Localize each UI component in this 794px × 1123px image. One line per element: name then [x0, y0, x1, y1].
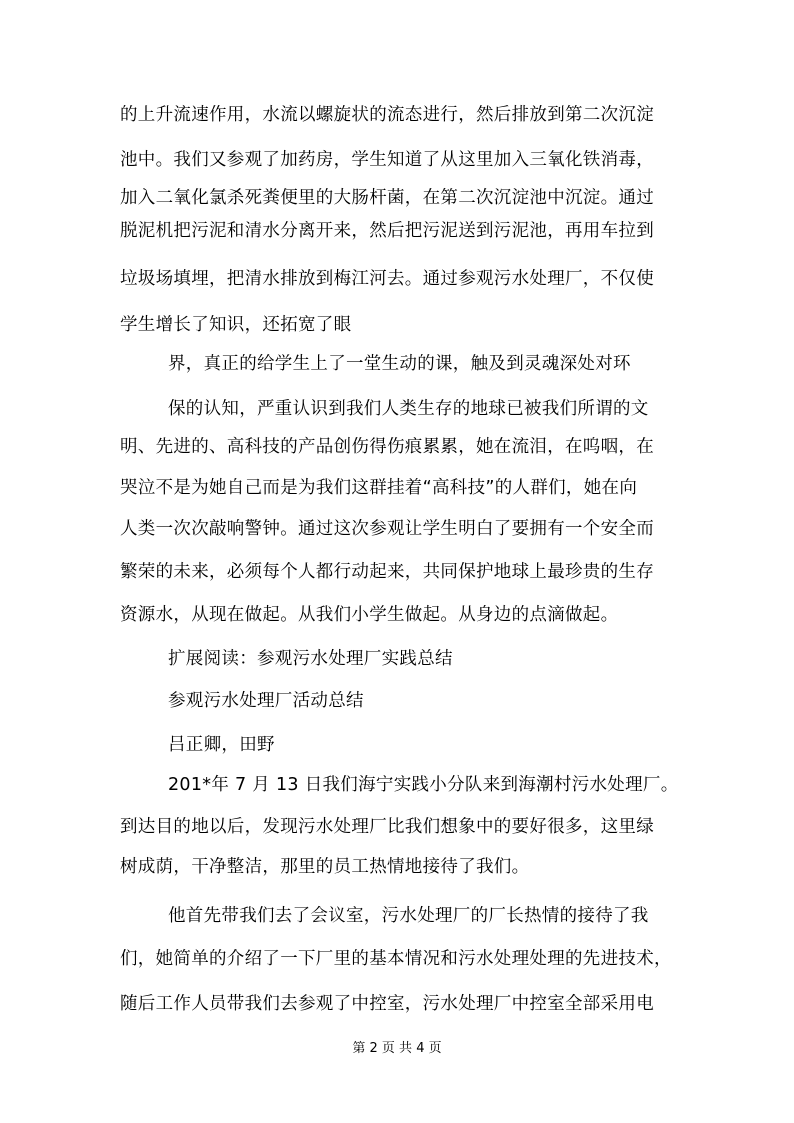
text-line: 哭泣不是为她自己而是为我们这群挂着“高科技”的人群们，她在向: [120, 478, 638, 498]
text-line: 脱泥机把污泥和清水分离开来，然后把污泥送到污泥池，再用车拉到: [120, 221, 654, 241]
text-line: 垃圾场填埋，把清水排放到梅江河去。通过参观污水处理厂，不仅使: [120, 269, 654, 289]
section-heading: 扩展阅读：参观污水处理厂实践总结: [168, 649, 453, 669]
text-line: 他首先带我们去了会议室，污水处理厂的厂长热情的接待了我: [168, 906, 649, 926]
text-line: 随后工作人员带我们去参观了中控室，污水处理厂中控室全部采用电: [120, 994, 654, 1014]
text-line: 们，她简单的介绍了一下厂里的基本情况和污水处理处理的先进技术，: [120, 949, 672, 969]
page-footer: [0, 1041, 794, 1057]
text-line: 加入二氧化氯杀死粪便里的大肠杆菌，在第二次沉淀池中沉淀。通过: [120, 188, 654, 208]
text-line: 人类一次次敲响警钟。通过这次参观让学生明白了要拥有一个安全而: [120, 519, 654, 539]
text-line: 到达目的地以后，发现污水处理厂比我们想象中的要好很多，这里绿: [120, 817, 654, 837]
text-line: 保的认知，严重认识到我们人类生存的地球已被我们所谓的文: [168, 399, 649, 419]
text-line: 201*年 7 月 13 日我们海宁实践小分队来到海潮村污水处理厂。: [168, 775, 679, 795]
text-line: 的上升流速作用，水流以螺旋状的流态进行，然后排放到第二次沉淀: [120, 105, 654, 125]
text-line: 池中。我们又参观了加药房，学生知道了从这里加入三氧化铁消毒，: [120, 150, 654, 170]
text-line: 界，真正的给学生上了一堂生动的课，触及到灵魂深处对环: [168, 354, 631, 374]
text-line: 树成荫，干净整洁，那里的员工热情地接待了我们。: [120, 857, 530, 877]
text-line: 学生增长了知识，还拓宽了眼: [120, 315, 352, 335]
author-line: 吕正卿，田野: [168, 735, 275, 755]
article-title: 参观污水处理厂活动总结: [168, 691, 364, 711]
text-line: 明、先进的、高科技的产品创伤得伤痕累累，她在流泪，在呜咽，在: [120, 437, 654, 457]
text-line: 繁荣的未来，必须每个人都行动起来，共同保护地球上最珍贵的生存: [120, 562, 654, 582]
text-line: 资源水，从现在做起。从我们小学生做起。从身边的点滴做起。: [120, 605, 619, 625]
page-number: 第 2 页 共 4 页: [352, 1041, 442, 1056]
